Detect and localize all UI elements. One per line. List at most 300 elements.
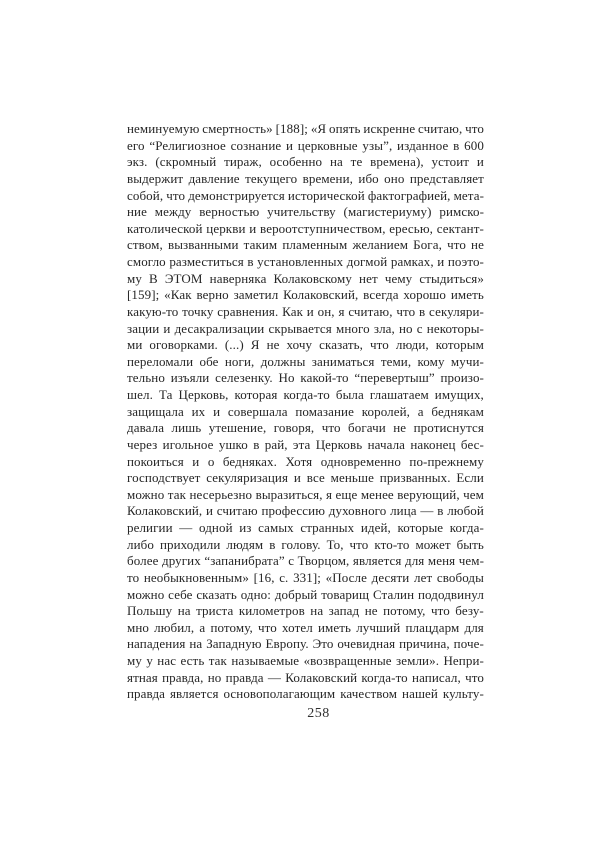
word: любил, xyxy=(154,619,195,635)
word: королей, xyxy=(361,403,410,419)
word: считаю, xyxy=(418,121,463,136)
word: очевидная xyxy=(337,636,396,652)
word: (скромный xyxy=(155,154,217,170)
word: иметь xyxy=(317,619,352,635)
word: поче- xyxy=(453,636,484,652)
word: выдержит xyxy=(127,170,184,186)
word: поэто- xyxy=(447,254,484,269)
word: что xyxy=(396,303,416,319)
word: В xyxy=(149,270,158,286)
word: церковные xyxy=(297,137,358,153)
word: чем xyxy=(463,486,484,502)
word: “Религиозное xyxy=(149,137,226,153)
text-line xyxy=(127,237,484,254)
text-line xyxy=(127,370,484,387)
word: можно xyxy=(127,586,165,602)
word: люди, xyxy=(395,337,429,353)
word: но xyxy=(399,320,413,336)
word: запад xyxy=(328,603,360,619)
word: Если xyxy=(456,470,484,486)
word: хочу xyxy=(286,337,313,353)
word: для xyxy=(464,619,484,635)
word: и xyxy=(285,137,294,153)
word: му xyxy=(127,270,142,286)
word: которая xyxy=(234,387,278,402)
word: голову. xyxy=(281,536,321,552)
word: времена), xyxy=(370,154,424,170)
word: его xyxy=(127,137,145,153)
word: учительству xyxy=(267,204,336,220)
word: одно: xyxy=(240,586,271,602)
word: на xyxy=(310,603,324,619)
word: [16, xyxy=(253,569,275,585)
word: римско- xyxy=(439,204,484,220)
word: и xyxy=(206,503,214,519)
word: правда xyxy=(127,686,166,702)
word: произо- xyxy=(440,370,484,386)
word: что xyxy=(258,619,277,635)
text-line xyxy=(127,221,484,238)
word: нас xyxy=(157,653,177,668)
word: и xyxy=(476,154,484,170)
word: му xyxy=(127,653,142,668)
word: что xyxy=(465,669,484,685)
word: километров xyxy=(238,603,305,619)
word: наконец xyxy=(410,436,456,452)
text-line xyxy=(127,520,484,537)
word: сектант- xyxy=(436,220,484,236)
word: себе xyxy=(168,586,193,602)
word: в xyxy=(453,137,460,153)
word: мета- xyxy=(453,187,484,203)
word: рамках, xyxy=(390,254,434,269)
word: пододвинул xyxy=(418,586,484,602)
word: Церковь, xyxy=(178,387,229,402)
text-line xyxy=(127,337,484,354)
word: между xyxy=(154,204,192,220)
word: Колаковский xyxy=(285,669,358,685)
word: ятная xyxy=(127,669,158,685)
word: культу- xyxy=(442,686,484,702)
word: фактографией, xyxy=(367,187,451,203)
word: свободы xyxy=(436,569,484,585)
text-line xyxy=(127,470,484,487)
text-line xyxy=(127,304,484,321)
word: беднякам xyxy=(431,403,484,419)
word: секуляри- xyxy=(429,303,484,319)
word: когда-то xyxy=(283,387,330,402)
word: в xyxy=(269,536,276,552)
word: начала xyxy=(367,436,406,452)
word: догмой xyxy=(346,254,388,269)
word: [159]; xyxy=(127,287,160,303)
word: сказать, xyxy=(319,337,364,353)
word: с xyxy=(416,320,423,336)
text-line xyxy=(127,404,484,421)
word: меньше xyxy=(330,470,374,486)
text-line xyxy=(127,653,484,670)
word: называемые xyxy=(231,653,300,668)
word: бедняках. xyxy=(222,453,278,469)
text-line xyxy=(127,636,484,653)
text-line xyxy=(127,287,484,304)
word: Я xyxy=(250,337,260,353)
word: и xyxy=(293,470,301,486)
word: [188]; xyxy=(275,121,308,136)
word: ибо xyxy=(358,170,379,186)
word: опять xyxy=(329,121,361,136)
word: давление xyxy=(188,170,240,186)
word: несерьезно xyxy=(189,486,253,502)
word: верностью xyxy=(199,204,260,220)
word: что xyxy=(430,603,450,619)
word: «После xyxy=(325,569,367,585)
word: я xyxy=(338,303,345,319)
word: что xyxy=(370,337,389,353)
word: считаю xyxy=(216,503,258,519)
word: товарищ xyxy=(321,586,370,602)
word: ноги, xyxy=(224,353,255,369)
word: с. xyxy=(279,569,289,585)
word: есть xyxy=(180,653,205,668)
word: качеством xyxy=(340,686,398,702)
text-line xyxy=(127,271,484,288)
word: тираж, xyxy=(224,154,262,170)
word: иметь xyxy=(450,287,484,303)
word: по-прежнему xyxy=(409,453,484,469)
word: заметил xyxy=(233,287,279,303)
word: ЭТОМ xyxy=(164,270,203,286)
word: — xyxy=(179,520,193,535)
text-line xyxy=(127,204,484,221)
word: времени, xyxy=(302,170,353,186)
word: не xyxy=(471,237,484,253)
word: оно xyxy=(384,170,405,186)
word: установленных xyxy=(257,254,344,269)
word: Как xyxy=(282,303,304,319)
word: переломали xyxy=(127,353,194,369)
word: зла, xyxy=(373,320,395,336)
text-line xyxy=(127,570,484,587)
text-line xyxy=(127,620,484,637)
word: на xyxy=(329,154,343,170)
word: ние xyxy=(127,204,147,220)
word: наверняка xyxy=(209,270,267,286)
word: которые xyxy=(397,520,444,535)
word: искренне xyxy=(363,121,416,136)
word: селезенку. xyxy=(215,370,273,386)
word: и xyxy=(306,303,314,319)
word: религии xyxy=(127,520,173,535)
word: сознание xyxy=(230,137,282,153)
word: а xyxy=(199,619,206,635)
word: что xyxy=(349,536,369,552)
word: церкви xyxy=(206,220,246,236)
word: какой-то xyxy=(300,370,349,386)
word: с xyxy=(288,553,295,569)
word: нападения xyxy=(127,636,186,652)
word: защищала xyxy=(127,403,184,419)
word: ушко xyxy=(218,436,248,452)
word: лучший xyxy=(356,619,401,635)
word: и xyxy=(249,220,257,236)
word: была xyxy=(335,387,364,402)
word: о xyxy=(207,453,215,469)
word: сказать xyxy=(196,586,237,602)
word: «Как xyxy=(164,287,192,303)
word: Хотя xyxy=(285,453,313,469)
word: Это xyxy=(312,636,334,652)
word: говоря, xyxy=(273,420,315,436)
word: считаю, xyxy=(348,303,393,319)
word: профессию xyxy=(261,503,326,519)
word: так xyxy=(167,486,187,502)
word: лишь xyxy=(171,420,202,436)
text-line xyxy=(127,603,484,620)
body-text xyxy=(127,121,484,703)
word: Бога, xyxy=(413,237,442,253)
text-line xyxy=(127,188,484,205)
text-line xyxy=(127,138,484,155)
word: 600 xyxy=(464,137,484,153)
word: Непри- xyxy=(443,653,484,668)
word: смертность» xyxy=(202,121,273,136)
word: “перевертыш” xyxy=(354,370,435,386)
word: ересью, xyxy=(389,220,433,236)
word: эта xyxy=(292,436,311,452)
word: Европу. xyxy=(265,636,309,652)
word: является xyxy=(352,553,402,569)
word: либо xyxy=(127,536,154,552)
word: правда, xyxy=(162,669,204,685)
word: добрый xyxy=(274,586,318,602)
word: разместиться xyxy=(169,254,244,269)
word: 331]; xyxy=(293,569,322,585)
word: утешение, xyxy=(208,420,267,436)
word: зации xyxy=(127,320,160,336)
word: верно xyxy=(196,287,229,303)
word: всегда xyxy=(363,287,399,303)
word: давала xyxy=(127,420,165,436)
page-number: 258 xyxy=(307,706,330,721)
word: рай, xyxy=(264,436,288,452)
word: господствует xyxy=(127,470,201,486)
word: в xyxy=(419,303,426,319)
word: что xyxy=(321,420,341,436)
word: демонстрируется xyxy=(188,187,285,203)
word: триста xyxy=(196,603,234,619)
word: собой, xyxy=(127,187,164,203)
word: какую-то xyxy=(127,303,179,319)
word: кому xyxy=(417,353,445,369)
word: то xyxy=(127,569,140,585)
word: стыдиться» xyxy=(419,270,484,286)
word: «Я xyxy=(310,121,327,136)
word: скрывается xyxy=(268,320,332,336)
word: чем- xyxy=(458,553,484,569)
word: теми, xyxy=(380,353,412,369)
word: необыкновенным» xyxy=(143,569,249,585)
text-line xyxy=(127,254,484,271)
word: текущего xyxy=(245,170,298,186)
word: призванных. xyxy=(379,470,451,486)
word: я xyxy=(325,486,333,502)
word: более xyxy=(127,553,159,569)
word: узы”, xyxy=(362,137,393,153)
word: секуляризация xyxy=(206,470,289,486)
word: Церковь xyxy=(315,436,363,452)
word: Творцом, xyxy=(297,553,350,569)
word: а xyxy=(417,403,424,419)
text-line xyxy=(127,686,484,703)
word: на xyxy=(189,636,203,652)
word: меня xyxy=(427,553,456,569)
word: устоит xyxy=(431,154,470,170)
text-line xyxy=(127,420,484,437)
word: но xyxy=(207,669,222,685)
word: католической xyxy=(127,220,203,236)
word: выразиться, xyxy=(255,486,323,502)
word: Западную xyxy=(206,636,262,652)
word: земли». xyxy=(396,653,440,668)
word: “запанибрата” xyxy=(204,553,285,569)
text-line xyxy=(127,121,484,138)
text-line xyxy=(127,487,484,504)
text-line xyxy=(127,437,484,454)
word: исторической xyxy=(287,187,365,203)
word: совершала xyxy=(227,403,288,419)
word: Но xyxy=(278,370,295,386)
word: изданное xyxy=(397,137,449,153)
word: Та xyxy=(158,387,173,402)
word: То, xyxy=(326,536,344,552)
word: точку xyxy=(182,303,214,319)
word: имущих, xyxy=(434,387,484,402)
word: желанием xyxy=(352,237,409,253)
word: шел. xyxy=(127,387,153,402)
word: Колаковский, xyxy=(127,503,203,519)
word: и xyxy=(437,254,445,269)
word: ством, xyxy=(127,237,163,253)
word: богачи xyxy=(348,420,386,436)
word: — xyxy=(267,669,282,685)
word: те xyxy=(350,154,363,170)
word: приходили xyxy=(159,536,221,552)
word: не xyxy=(393,420,407,436)
word: хотел xyxy=(282,619,313,635)
word: основополагающим xyxy=(223,686,336,702)
word: правда xyxy=(225,669,264,685)
word: сравнения. xyxy=(217,303,279,319)
text-line xyxy=(127,503,484,520)
word: идей, xyxy=(360,520,391,535)
word: написал, xyxy=(412,669,461,685)
word: тельно xyxy=(127,370,165,386)
word: экз. xyxy=(127,154,148,170)
word: кто-то xyxy=(374,536,410,552)
text-line xyxy=(127,454,484,471)
word: духовного xyxy=(328,503,387,519)
word: странных xyxy=(300,520,355,535)
word: Колаковскому xyxy=(273,270,352,286)
word: Колаковский, xyxy=(283,287,359,303)
word: любой xyxy=(447,503,484,519)
word: которым xyxy=(435,337,484,353)
word: что xyxy=(447,237,466,253)
text-line xyxy=(127,670,484,687)
word: десяти xyxy=(371,569,410,585)
word: много xyxy=(336,320,370,336)
word: самых xyxy=(258,520,294,535)
word: игольное xyxy=(162,436,214,452)
word: в xyxy=(253,436,260,452)
word: Сталин xyxy=(372,586,415,602)
text-line xyxy=(127,587,484,604)
text-line xyxy=(127,553,484,570)
word: неминуемую xyxy=(127,121,200,136)
word: менее xyxy=(360,486,394,502)
word: безу- xyxy=(455,603,484,619)
word: заниматься xyxy=(311,353,375,369)
word: некоторы- xyxy=(426,320,484,336)
word: быть xyxy=(456,536,484,552)
word: одновременно xyxy=(320,453,401,469)
word: вероотступничеством, xyxy=(260,220,386,236)
text-line xyxy=(127,171,484,188)
word: десакрализации xyxy=(174,320,265,336)
word: Польшу xyxy=(127,603,173,619)
word: вызванными xyxy=(167,237,239,253)
word: в xyxy=(437,503,444,519)
word: покоиться xyxy=(127,453,184,469)
word: помазание xyxy=(295,403,354,419)
word: можно xyxy=(127,486,165,502)
text-line xyxy=(127,154,484,171)
word: потому, xyxy=(383,603,426,619)
word: изъяли xyxy=(170,370,210,386)
text-line xyxy=(127,387,484,404)
word: через xyxy=(127,436,158,452)
word: бес- xyxy=(460,436,484,452)
word: глашатаем xyxy=(369,387,429,402)
word: у xyxy=(146,653,153,668)
word: все xyxy=(306,470,325,486)
word: из xyxy=(239,520,252,535)
word: лет xyxy=(413,569,433,585)
word: не xyxy=(266,337,280,353)
word: когда- xyxy=(449,520,484,535)
word: потому, xyxy=(210,619,253,635)
word: он, xyxy=(317,303,335,319)
word: так xyxy=(208,653,227,668)
word: не xyxy=(364,603,378,619)
word: и xyxy=(163,320,171,336)
word: представляет xyxy=(409,170,484,186)
word: ми xyxy=(127,337,143,353)
word: людям xyxy=(226,536,264,552)
word: их xyxy=(191,403,206,419)
word: «возвращенные xyxy=(303,653,392,668)
word: мно xyxy=(127,619,149,635)
word: в xyxy=(247,254,254,269)
word: лица xyxy=(390,503,417,519)
word: нашей xyxy=(402,686,438,702)
word: других xyxy=(161,553,201,569)
word: верующий, xyxy=(397,486,460,502)
text-line xyxy=(127,537,484,554)
word: одной xyxy=(198,520,233,535)
word: причина, xyxy=(399,636,450,652)
